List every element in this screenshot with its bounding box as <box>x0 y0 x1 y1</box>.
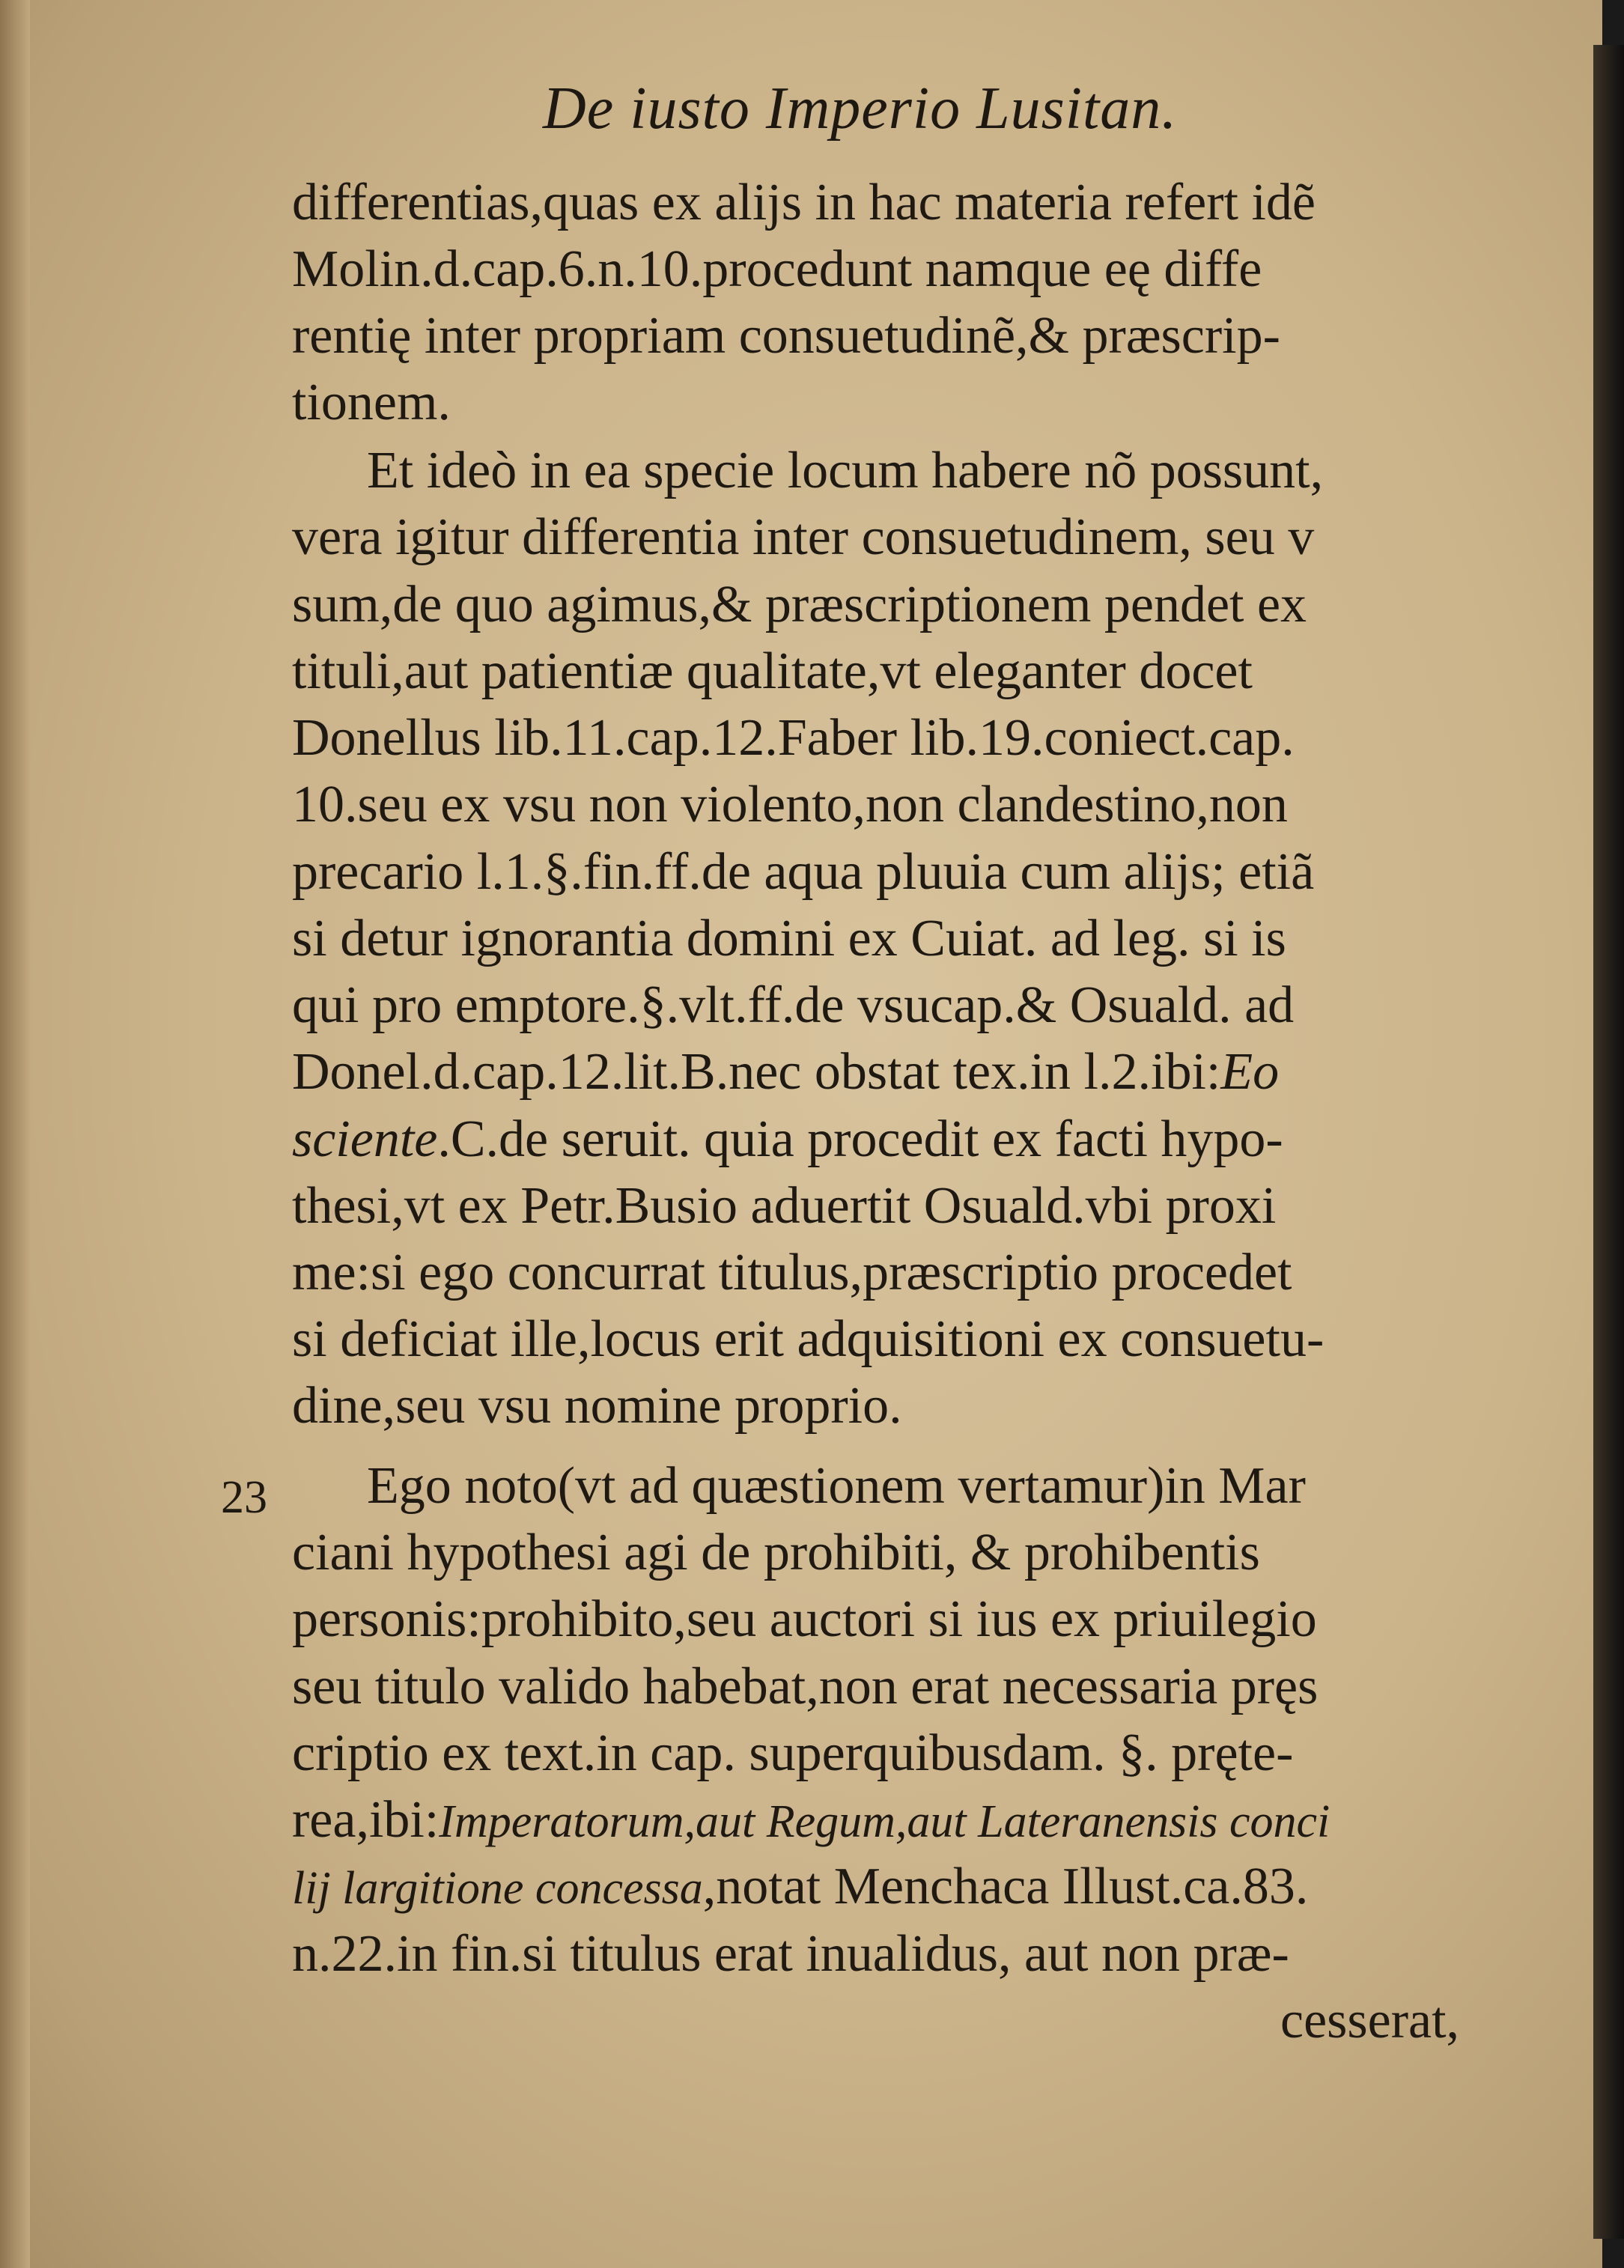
text-line: Ego noto(vt ad quæstionem vertamur)in Mar <box>367 1457 1306 1515</box>
text-segment: rea,ibi: <box>292 1791 440 1849</box>
italic-segment: Eo <box>1220 1043 1280 1101</box>
running-head: De iusto Imperio Lusitan. <box>543 76 1178 142</box>
section-number: 23 <box>221 1472 267 1523</box>
text-line: rentię inter propriam consuetudinẽ,& præscrip- <box>292 307 1280 365</box>
text-line <box>292 1791 1330 1849</box>
text-segment: .C.de seruit. quia procedit ex facti hypo- <box>437 1110 1283 1168</box>
text-line: personis:prohibito,seu auctori si ius ex priuilegio <box>292 1590 1317 1648</box>
text-line: Et ideò in ea specie locum habere nõ possunt, <box>367 442 1324 499</box>
catchword: cesserat, <box>1280 1992 1460 2049</box>
text-line: seu titulo valido habebat,non erat necessaria pręs <box>292 1658 1319 1715</box>
text-line: thesi,vt ex Petr.Busio aduertit Osuald.vbi proxi <box>292 1177 1277 1235</box>
text-segment: Donel.d.cap.12.lit.B.nec obstat tex.in l.2.ibi: <box>292 1043 1221 1101</box>
page-gutter <box>0 0 30 2268</box>
text-line <box>292 1043 1280 1101</box>
text-line: vera igitur differentia inter consuetudinem, seu v <box>292 508 1315 566</box>
text-line <box>292 1110 1283 1168</box>
text-line: n.22.in fin.si titulus erat inualidus, aut non præ- <box>292 1925 1289 1983</box>
text-line: criptio ex text.in cap. superquibusdam. §. pręte- <box>292 1724 1294 1782</box>
text-line: ciani hypothesi agi de prohibiti, & prohibentis <box>292 1524 1260 1581</box>
text-line: si detur ignorantia domini ex Cuiat. ad leg. si is <box>292 910 1286 967</box>
italic-segment: lij largitione concessa <box>292 1863 703 1914</box>
text-line: Molin.d.cap.6.n.10.procedunt namque eę diffe <box>292 240 1262 298</box>
text-segment: ,notat Menchaca Illust.ca.83. <box>702 1858 1309 1915</box>
text-line: sum,de quo agimus,& præscriptionem pendet ex <box>292 576 1307 633</box>
page-edge <box>1593 45 1624 2239</box>
text-line <box>292 1858 1309 1915</box>
text-line: tituli,aut patientiæ qualitate,vt eleganter docet <box>292 642 1253 700</box>
italic-segment: sciente <box>292 1110 438 1168</box>
text-line: 10.seu ex vsu non violento,non clandestino,non <box>292 776 1288 833</box>
text-line: si deficiat ille,locus erit adquisitioni ex consuetu- <box>292 1310 1325 1368</box>
text-line: dine,seu vsu nomine proprio. <box>292 1377 902 1435</box>
text-line: precario l.1.§.fin.ff.de aqua pluuia cum alijs; etiã <box>292 843 1315 901</box>
text-line: Donellus lib.11.cap.12.Faber lib.19.coniect.cap. <box>292 709 1295 767</box>
text-line: qui pro emptore.§.vlt.ff.de vsucap.& Osuald. ad <box>292 976 1295 1034</box>
text-line: me:si ego concurrat titulus,præscriptio procedet <box>292 1244 1292 1301</box>
italic-segment: Imperatorum,aut Regum,aut Lateranensis conci <box>439 1796 1330 1847</box>
text-line: differentias,quas ex alijs in hac materia refert idẽ <box>292 174 1316 231</box>
text-line: tionem. <box>292 374 451 431</box>
